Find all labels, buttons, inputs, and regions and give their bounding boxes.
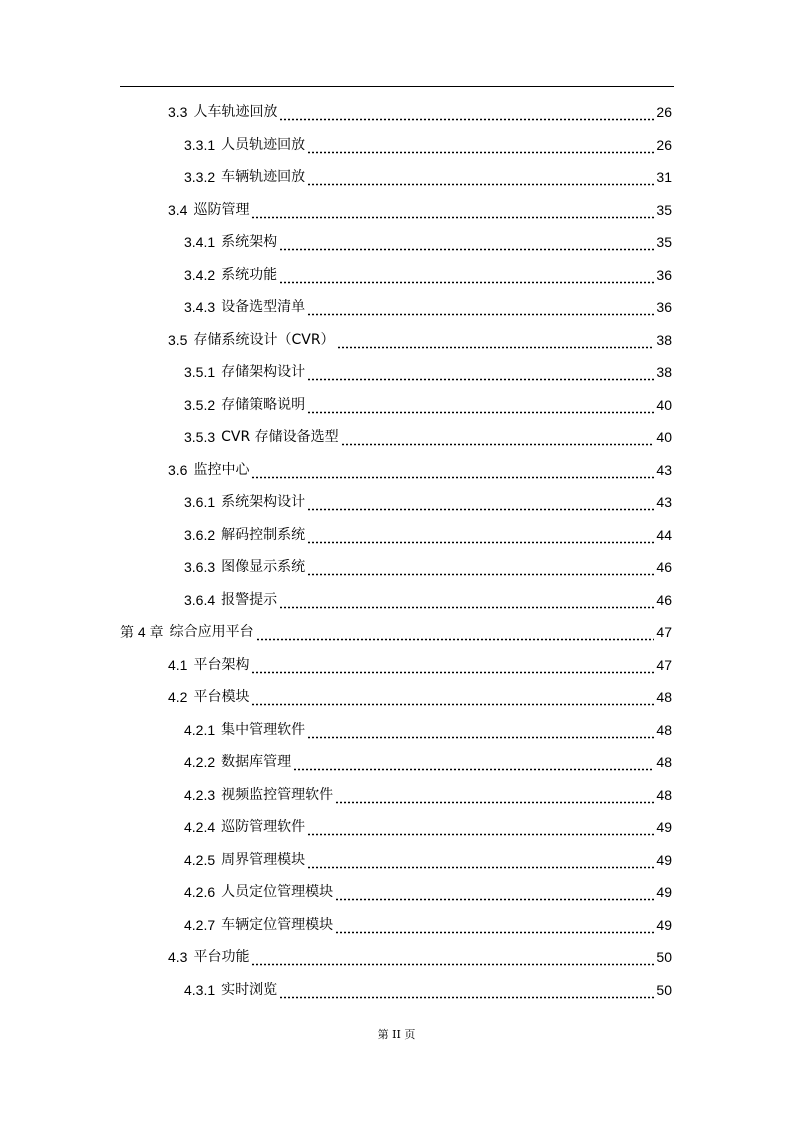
toc-entry-number: 3.3 [168,104,188,120]
toc-entry-title: 综合应用平台 [169,624,254,640]
toc-dot-leader [279,589,654,611]
toc-entry-page-number: 46 [656,559,672,575]
toc-dot-leader [335,784,654,806]
toc-entry-number: 3.4 [168,201,188,218]
toc-entry-title: 周界管理模块 [221,851,306,868]
toc-entry[interactable] [184,491,672,513]
toc-entry-number: 3.4.2 [184,266,216,283]
toc-entry-page-number: 44 [656,526,672,543]
toc-entry-page-number: 49 [656,851,672,868]
toc-entry[interactable] [168,654,672,676]
toc-entry[interactable] [184,979,672,1001]
toc-entry-title: 存储架构设计 [221,364,306,380]
toc-entry-number: 3.5.3 [184,429,216,445]
toc-entry-title: 数据库管理 [221,754,292,770]
toc-dot-leader [307,524,654,546]
toc-entry[interactable] [168,101,672,123]
header-rule [120,86,674,87]
toc-dot-leader [256,621,655,643]
toc-entry[interactable] [184,296,672,318]
toc-entry[interactable] [184,166,672,188]
toc-entry[interactable] [168,459,672,481]
toc-entry-page-number: 50 [656,949,672,965]
toc-entry-title: 图像显示系统 [221,559,306,575]
toc-entry-number: 3.5 [168,331,188,348]
toc-dot-leader [307,394,654,416]
toc-entry-page-number: 26 [656,136,672,153]
toc-entry-title: CVR 存储设备选型 [221,429,339,445]
toc-entry-page-number: 40 [656,396,672,413]
toc-entry[interactable] [184,361,672,383]
toc-entry[interactable] [168,686,672,708]
toc-dot-leader [307,134,654,156]
toc-dot-leader [307,719,654,741]
toc-dot-leader [279,979,654,1001]
toc-entry-number: 4.3.1 [184,981,216,998]
toc-entry-number: 3.6.2 [184,526,216,543]
toc-dot-leader [279,264,654,286]
toc-entry-page-number: 48 [656,721,672,738]
toc-entry[interactable] [184,264,672,286]
toc-entry[interactable] [184,556,672,578]
toc-entry[interactable] [184,914,672,936]
toc-entry-number: 3.4.1 [184,234,216,250]
toc-dot-leader [251,199,654,221]
toc-entry-title: 存储系统设计（CVR） [193,331,335,348]
toc-entry-title: 平台模块 [193,689,250,705]
toc-entry-title: 集中管理软件 [221,721,306,738]
toc-entry-title: 存储策略说明 [221,396,306,413]
toc-dot-leader [251,654,654,676]
toc-dot-leader [307,166,654,188]
toc-entry-title: 巡防管理软件 [221,819,306,835]
toc-dot-leader [307,361,654,383]
toc-entry-page-number: 35 [656,234,672,250]
toc-entry-page-number: 43 [656,461,672,478]
toc-entry-number: 4.2.1 [184,721,216,738]
toc-entry[interactable] [120,621,672,643]
toc-entry-number: 4.3 [168,949,188,965]
toc-entry-title: 车辆轨迹回放 [221,169,306,185]
toc-entry-page-number: 48 [656,689,672,705]
toc-dot-leader [335,881,654,903]
toc-entry[interactable] [184,524,672,546]
toc-entry-page-number: 50 [656,981,672,998]
toc-entry-title: 系统架构设计 [221,494,306,510]
toc-entry-page-number: 46 [656,591,672,608]
toc-dot-leader [307,816,654,838]
toc-entry-page-number: 49 [656,819,672,835]
toc-dot-leader [293,751,654,773]
toc-entry-number: 3.6.1 [184,494,216,510]
toc-entry[interactable] [184,394,672,416]
toc-dot-leader [251,686,654,708]
toc-entry-page-number: 47 [656,624,672,640]
toc-dot-leader [279,231,654,253]
toc-dot-leader [341,426,655,448]
toc-dot-leader [307,556,654,578]
toc-entry-title: 视频监控管理软件 [221,786,334,803]
toc-entry[interactable] [168,199,672,221]
toc-entry-number: 第 4 章 [120,624,164,640]
toc-entry[interactable] [184,849,672,871]
toc-entry[interactable] [184,231,672,253]
toc-entry-page-number: 36 [656,299,672,315]
toc-dot-leader [251,946,654,968]
toc-entry[interactable] [184,751,672,773]
toc-entry-title: 系统架构 [221,234,278,250]
toc-entry[interactable] [184,719,672,741]
toc-entry-number: 4.2.3 [184,786,216,803]
toc-entry-page-number: 26 [656,104,672,120]
toc-entry-title: 车辆定位管理模块 [221,916,334,933]
toc-dot-leader [335,914,654,936]
toc-entry-page-number: 38 [656,364,672,380]
toc-entry-page-number: 48 [656,786,672,803]
toc-entry[interactable] [184,589,672,611]
toc-entry-title: 平台功能 [193,949,250,965]
toc-entry-title: 平台架构 [193,656,250,673]
toc-entry-page-number: 48 [656,754,672,770]
toc-entry-title: 解码控制系统 [221,526,306,543]
toc-dot-leader [307,296,654,318]
toc-entry-number: 4.2.2 [184,754,216,770]
toc-dot-leader [251,459,654,481]
toc-entry-title: 人车轨迹回放 [193,104,278,120]
toc-entry-page-number: 49 [656,916,672,933]
toc-entry-number: 3.6.3 [184,559,216,575]
toc-entry-title: 人员轨迹回放 [221,136,306,153]
toc-entry-number: 4.2.5 [184,851,216,868]
toc-dot-leader [307,491,654,513]
toc-entry-number: 3.3.1 [184,136,216,153]
toc-dot-leader [307,849,654,871]
toc-entry-page-number: 38 [656,331,672,348]
toc-entry-title: 系统功能 [221,266,278,283]
toc-entry-page-number: 31 [656,169,672,185]
toc-entry-title: 实时浏览 [221,981,278,998]
toc-dot-leader [337,329,655,351]
toc-entry[interactable] [184,134,672,156]
toc-entry-page-number: 36 [656,266,672,283]
toc-entry-page-number: 40 [656,429,672,445]
toc-entry-title: 监控中心 [193,461,250,478]
toc-entry-number: 3.3.2 [184,169,216,185]
toc-entry-number: 4.1 [168,656,188,673]
toc-entry-number: 3.5.2 [184,396,216,413]
page-footer: 第 II 页 [377,1028,416,1041]
toc-entry-number: 3.6.4 [184,591,216,608]
toc-entry-number: 4.2.7 [184,916,216,933]
toc-entry-number: 3.5.1 [184,364,216,380]
toc-entry-title: 人员定位管理模块 [221,884,334,900]
toc-entry-page-number: 43 [656,494,672,510]
toc-entry-title: 设备选型清单 [221,299,306,315]
toc-entry-number: 4.2.6 [184,884,216,900]
toc-entry-title: 巡防管理 [193,201,250,218]
toc-entry-page-number: 49 [656,884,672,900]
toc-entry[interactable] [168,329,672,351]
toc-entry[interactable] [184,426,672,448]
toc-entry[interactable] [184,784,672,806]
toc-entry-page-number: 47 [656,656,672,673]
toc-entry-number: 3.4.3 [184,299,216,315]
toc-dot-leader [279,101,654,123]
toc-entry-number: 3.6 [168,461,188,478]
toc-entry-title: 报警提示 [221,591,278,608]
toc-entry-number: 4.2 [168,689,188,705]
toc-entry-page-number: 35 [656,201,672,218]
toc-entry[interactable] [168,946,672,968]
toc-entry[interactable] [184,881,672,903]
toc-entry[interactable] [184,816,672,838]
toc-entry-number: 4.2.4 [184,819,216,835]
